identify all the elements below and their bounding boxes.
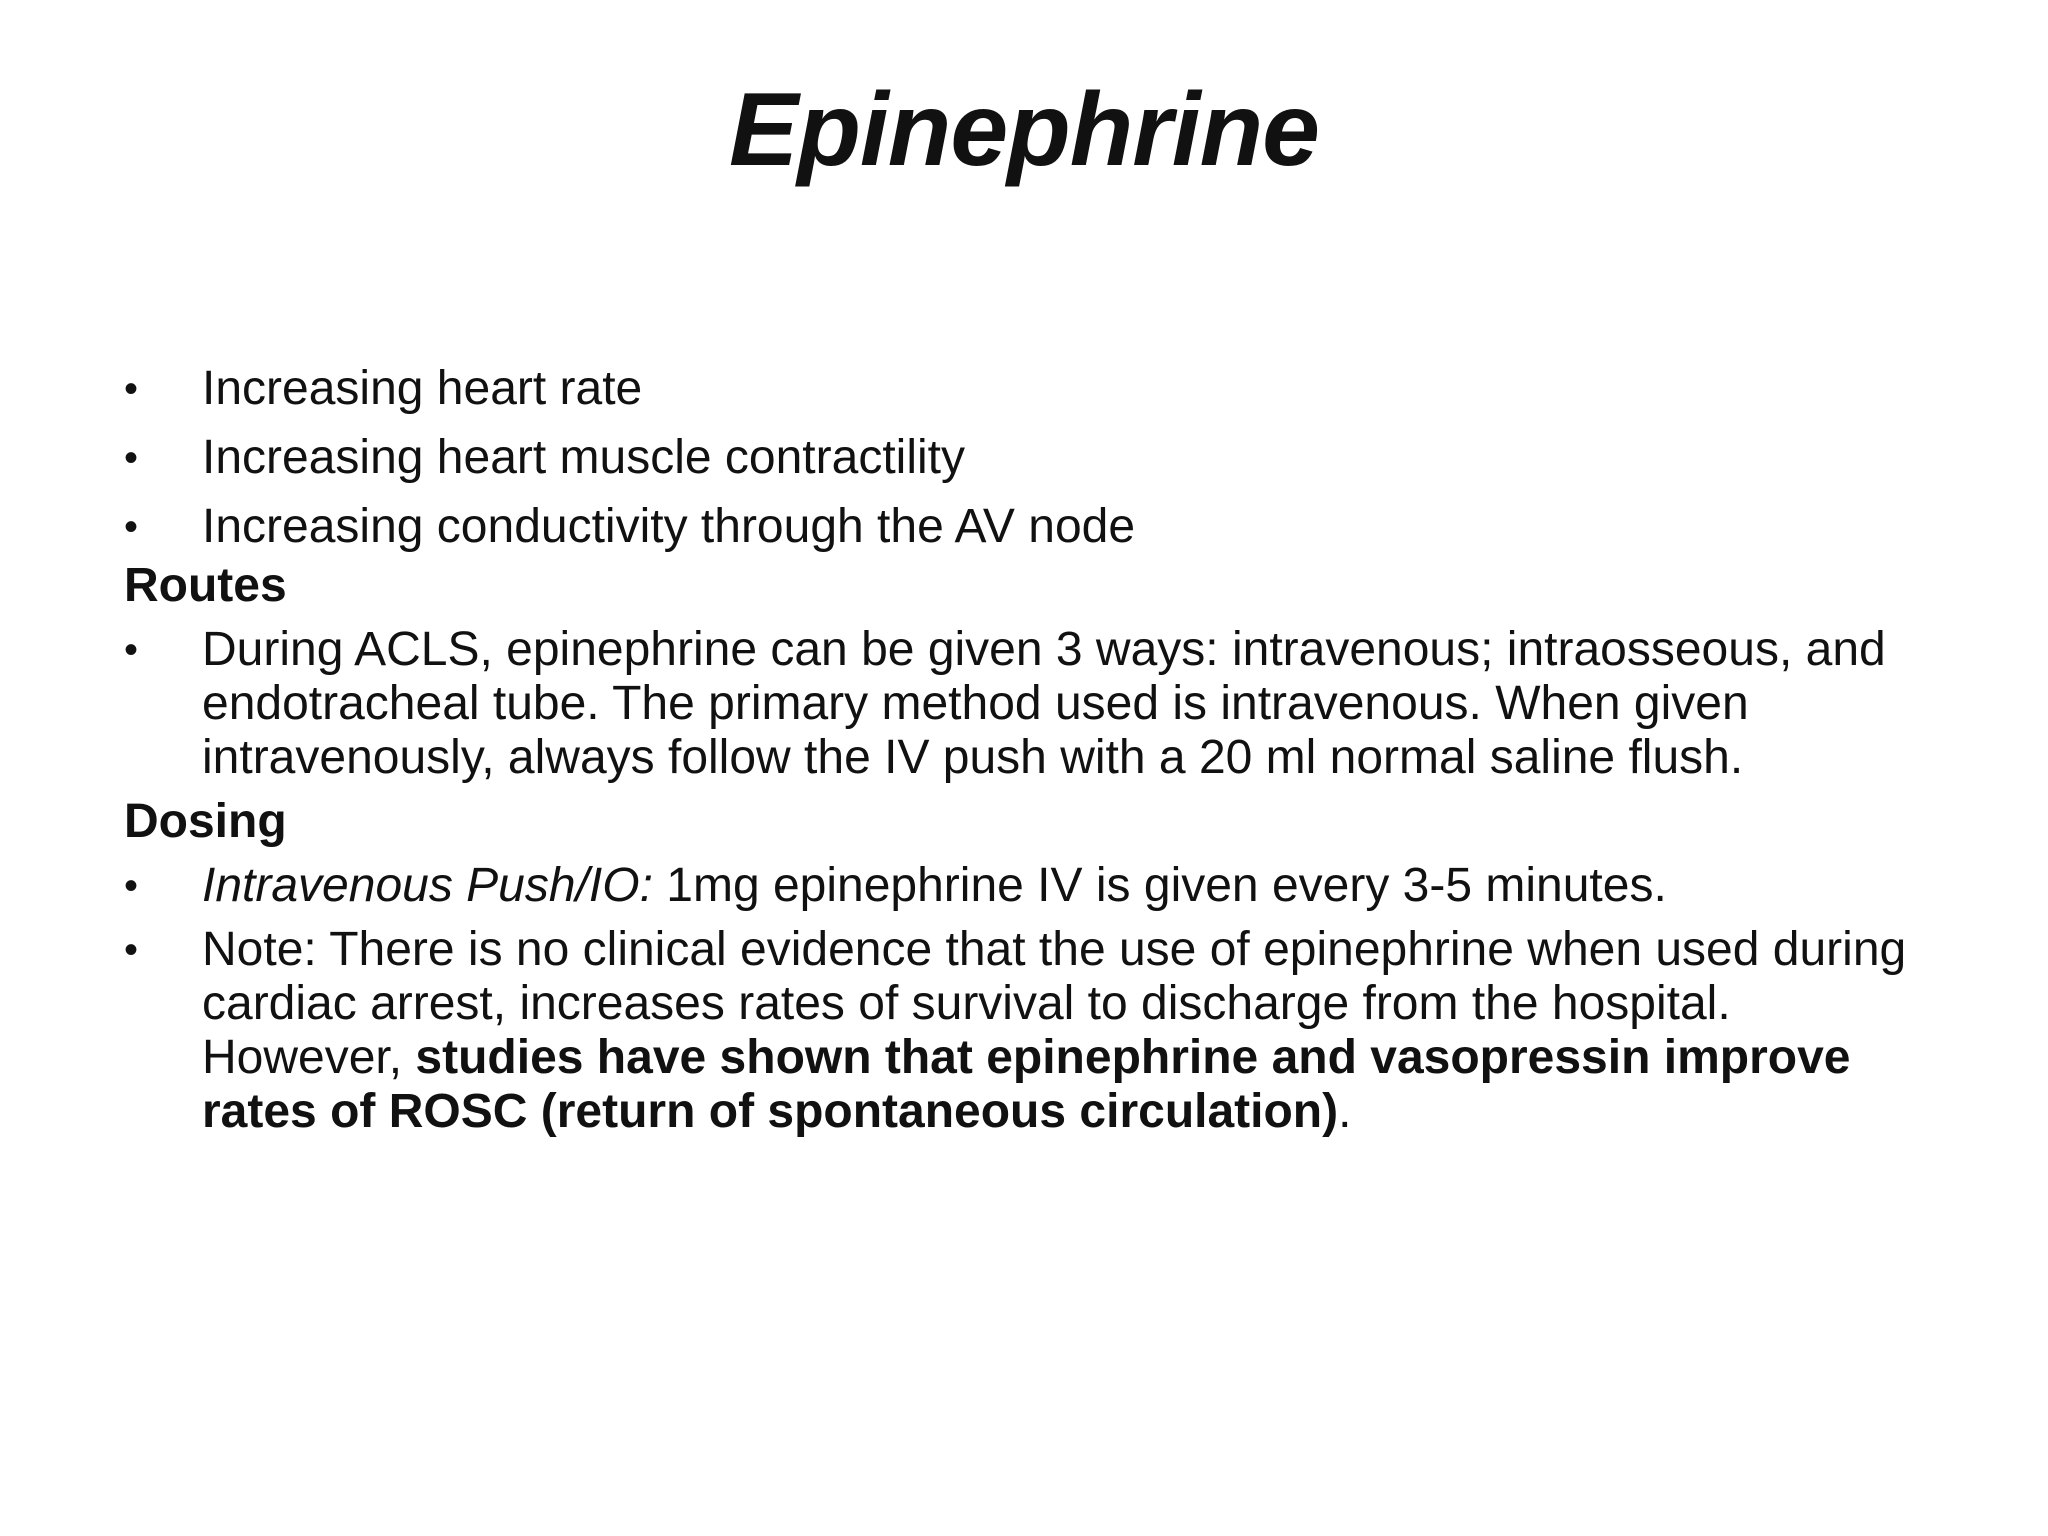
effect-bullet [124,500,1944,554]
bullet-dot: • [124,505,139,549]
effect-text: Increasing conductivity through the AV node [202,500,1136,553]
effect-text: Increasing heart muscle contractility [202,431,965,484]
dosing-iv-label: Intravenous Push/IO: [202,859,653,912]
effect-bullet [124,362,1944,416]
effect-bullet [124,431,1944,485]
dosing-heading: Dosing [124,795,287,848]
dosing-note-end: . [1338,1085,1352,1138]
dosing-note-text: Note: There is no clinical evidence that the use of epinephrine when used during cardiac arrest, increases rates of survival to discharge from the hospital. However, [202,923,1907,1084]
slide-title: Epinephrine [729,72,1319,188]
dosing-iv-bullet [124,859,1944,913]
dosing-iv-text: 1mg epinephrine IV is given every 3-5 minutes. [652,859,1667,912]
bullet-dot: • [124,864,139,908]
dosing-note-bold: studies have shown that epinephrine and vasopressin improve rates of ROSC (return of spontaneous circulation) [202,1031,1851,1138]
routes-text: During ACLS, epinephrine can be given 3 ways: intravenous; intraosseous, and endotracheal tube. The primary method used is intravenous. When given intravenously, always follow the IV push with a 20 ml normal saline flush. [202,623,1886,784]
effect-text: Increasing heart rate [202,362,643,415]
bullet-dot: • [124,628,139,672]
bullet-dot: • [124,367,139,411]
bullet-dot: • [124,928,139,972]
dosing-note-bullet [124,923,1944,1139]
bullet-dot: • [124,436,139,480]
routes-heading: Routes [124,559,287,612]
slide-body [124,362,1944,1154]
routes-bullet [124,623,1944,785]
